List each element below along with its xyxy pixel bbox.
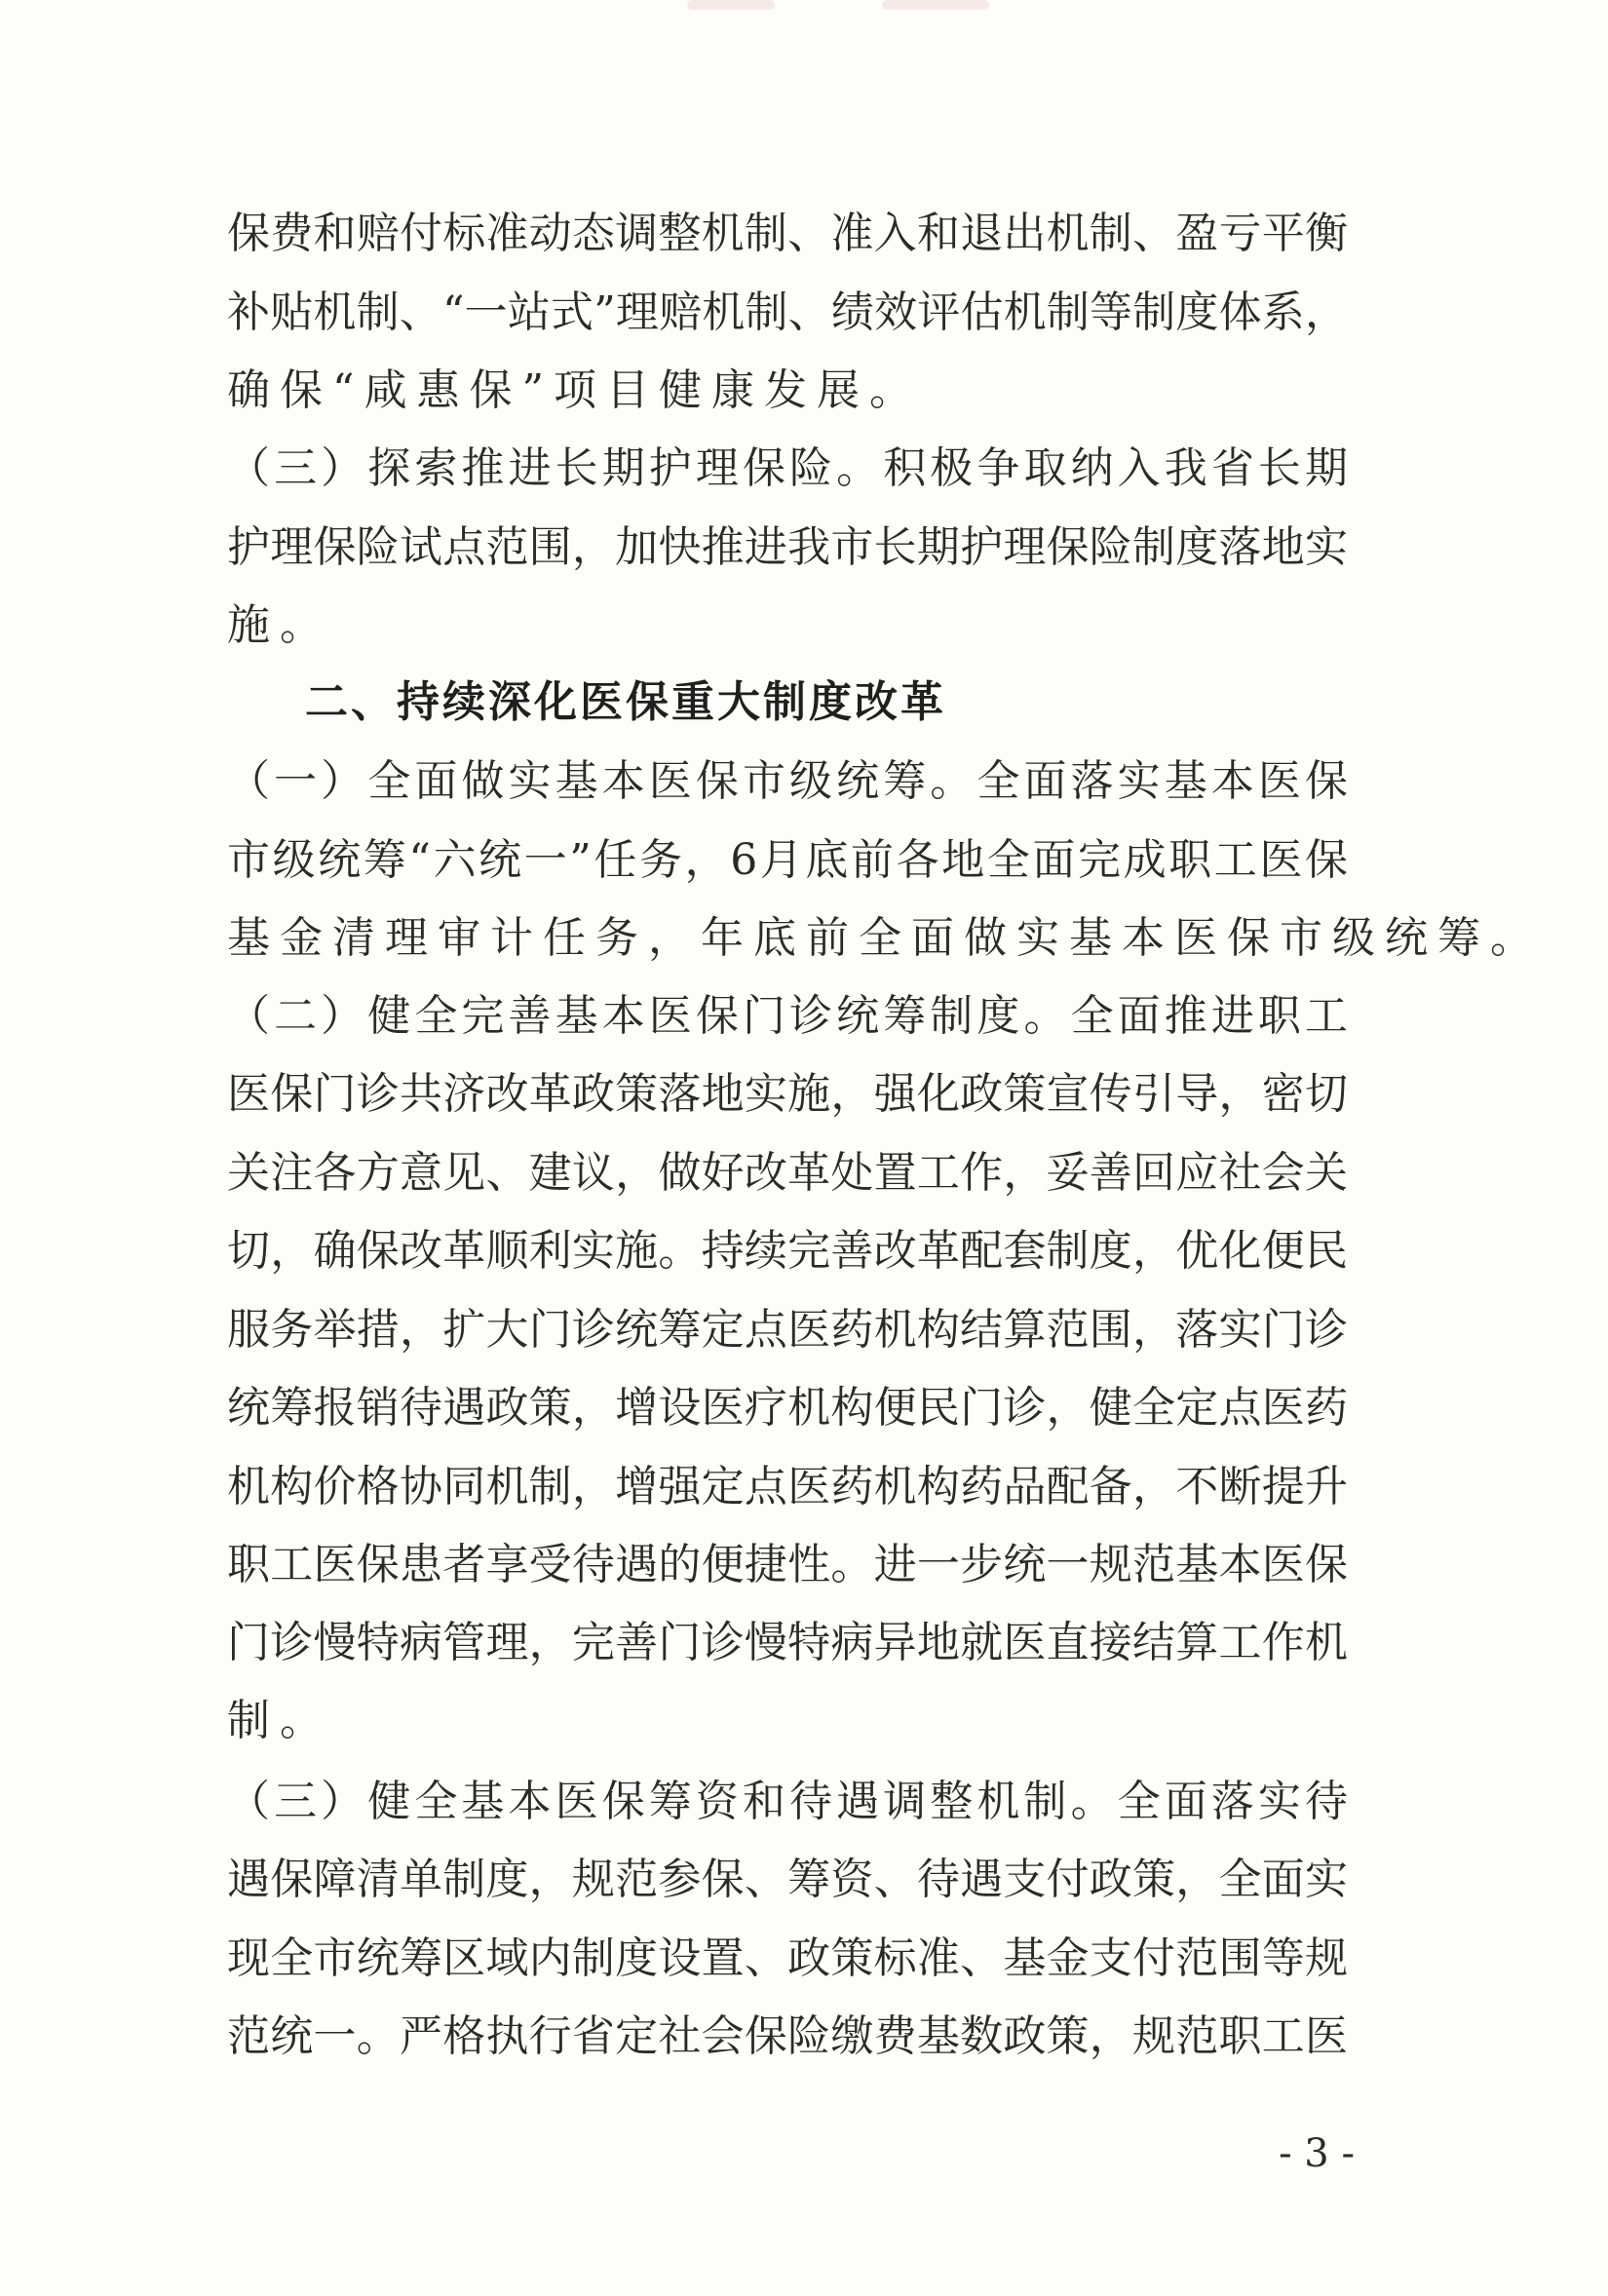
scan-mark-left	[687, 0, 775, 10]
text-line: 补贴机制、“一站式”理赔机制、绩效评估机制等制度体系，	[227, 287, 1348, 337]
text-line: 确保“咸惠保”项目健康发展。	[227, 365, 922, 415]
paragraph-heading-line: （二）健全完善基本医保门诊统筹制度。全面推进职工	[227, 991, 1348, 1041]
text-line: 统筹报销待遇政策，增设医疗机构便民门诊，健全定点医药	[227, 1383, 1348, 1433]
text-line: 施。	[227, 600, 332, 650]
text-line: 基金清理审计任务，年底前全面做实基本医保市级统筹。	[227, 913, 1543, 963]
text-line: 现全市统筹区域内制度设置、政策标准、基金支付范围等规	[227, 1933, 1348, 1983]
text-line: 服务举措，扩大门诊统筹定点医药机构结算范围，落实门诊	[227, 1305, 1348, 1355]
text-line: 医保门诊共济改革政策落地实施，强化政策宣传引导，密切	[227, 1069, 1348, 1119]
paragraph-heading-line: （一）全面做实基本医保市级统筹。全面落实基本医保	[227, 756, 1348, 806]
text-line: 切，确保改革顺利实施。持续完善改革配套制度，优化便民	[227, 1226, 1348, 1276]
text-line: 遇保障清单制度，规范参保、筹资、待遇支付政策，全面实	[227, 1855, 1348, 1904]
text-line: 机构价格协同机制，增强定点医药机构药品配备，不断提升	[227, 1462, 1348, 1512]
text-line: 职工医保患者享受待遇的便捷性。进一步统一规范基本医保	[227, 1540, 1348, 1589]
scan-mark-right	[882, 0, 989, 10]
text-line: 范统一。严格执行省定社会保险缴费基数政策，规范职工医	[227, 2011, 1348, 2061]
section-heading: 二、持续深化医保重大制度改革	[305, 677, 946, 727]
text-line: 制。	[227, 1696, 332, 1745]
page-number: - 3 -	[1279, 2131, 1355, 2176]
text-line: 保费和赔付标准动态调整机制、准入和退出机制、盈亏平衡	[227, 209, 1348, 258]
paragraph-heading-line: （三）探索推进长期护理保险。积极争取纳入我省长期	[227, 443, 1348, 493]
text-line: 护理保险试点范围，加快推进我市长期护理保险制度落地实	[227, 522, 1348, 572]
text-line: 门诊慢特病管理，完善门诊慢特病异地就医直接结算工作机	[227, 1618, 1348, 1667]
text-line: 市级统筹“六统一”任务，6月底前各地全面完成职工医保	[227, 835, 1348, 885]
text-line: 关注各方意见、建议，做好改革处置工作，妥善回应社会关	[227, 1148, 1348, 1198]
paragraph-heading-line: （三）健全基本医保筹资和待遇调整机制。全面落实待	[227, 1777, 1348, 1826]
